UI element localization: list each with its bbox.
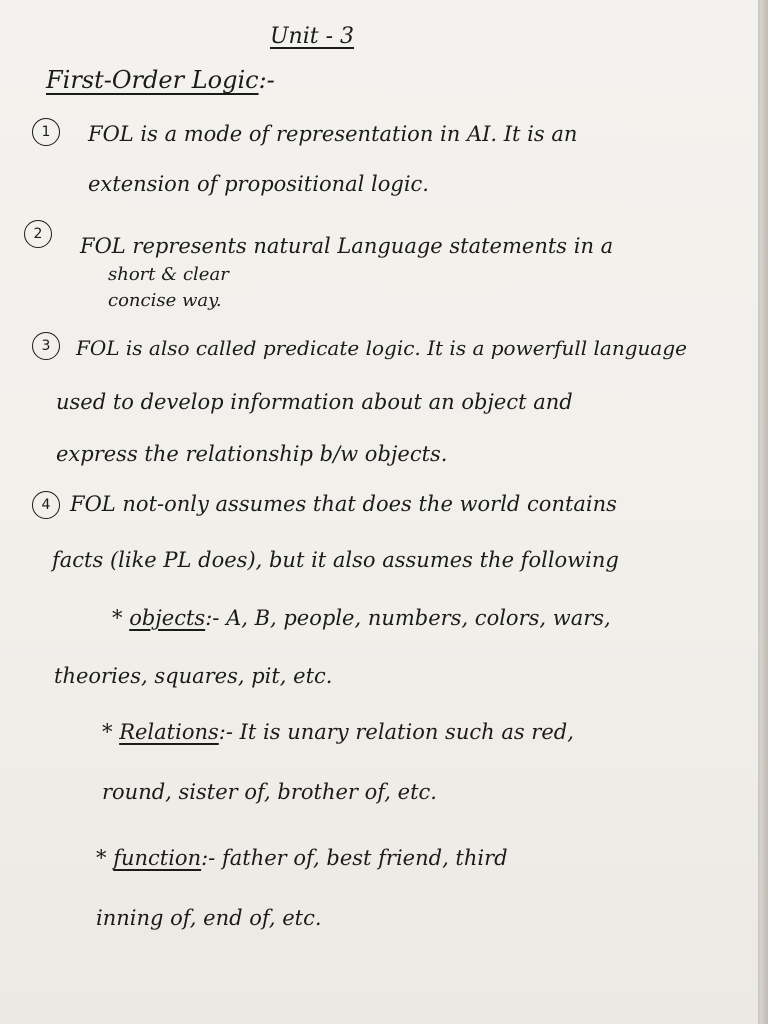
- section-heading-suffix: :-: [258, 66, 275, 94]
- subpoint-objects-text-1: A, B, people, numbers, colors, wars,: [226, 606, 611, 630]
- point-2-line-3: concise way.: [108, 290, 222, 311]
- subpoint-function-term: function: [113, 846, 202, 870]
- point-2-line-1: FOL represents natural Language statements in a: [80, 234, 614, 258]
- subpoint-function-text-1: father of, best friend, third: [221, 846, 508, 870]
- point-3-line-2: used to develop information about an object and: [56, 390, 573, 414]
- page-fold-edge: [760, 0, 768, 1024]
- subpoint-relations-text-1: It is unary relation such as red,: [239, 720, 574, 744]
- point-4-line-2: facts (like PL does), but it also assumes the following: [52, 548, 619, 572]
- point-1-line-1: FOL is a mode of representation in AI. It is an: [88, 122, 578, 146]
- subpoint-objects-line-1: [112, 608, 611, 629]
- subpoint-objects-bullet: *: [112, 606, 123, 630]
- point-3-line-1: FOL is also called predicate logic. It is a powerfull language: [76, 336, 687, 360]
- subpoint-function-bullet: *: [96, 846, 107, 870]
- subpoint-objects-term: objects: [129, 606, 206, 630]
- subpoint-relations-line-2: round, sister of, brother of, etc.: [102, 780, 437, 804]
- subpoint-relations-term: Relations: [119, 720, 219, 744]
- unit-title: Unit - 3: [270, 24, 355, 49]
- subpoint-relations-sep: :-: [218, 720, 233, 744]
- point-3-line-3: express the relationship b/w objects.: [56, 442, 448, 466]
- subpoint-relations-bullet: *: [102, 720, 113, 744]
- point-2-marker: 2: [24, 220, 52, 248]
- subpoint-function-line-2: inning of, end of, etc.: [96, 906, 322, 930]
- point-3-marker: 3: [32, 332, 60, 360]
- subpoint-relations-line-1: [102, 722, 574, 743]
- point-1-marker: 1: [32, 118, 60, 146]
- subpoint-function-sep: :-: [201, 846, 216, 870]
- point-1-line-2: extension of propositional logic.: [88, 172, 429, 196]
- section-heading: [46, 68, 275, 92]
- point-4-marker: 4: [32, 491, 60, 519]
- point-2-line-2: short & clear: [108, 264, 229, 285]
- subpoint-function-line-1: [96, 848, 508, 869]
- point-4-line-1: FOL not-only assumes that does the world contains: [70, 492, 617, 516]
- subpoint-objects-sep: :-: [205, 606, 220, 630]
- section-heading-text: First-Order Logic: [46, 66, 259, 94]
- subpoint-objects-line-2: theories, squares, pit, etc.: [54, 664, 333, 688]
